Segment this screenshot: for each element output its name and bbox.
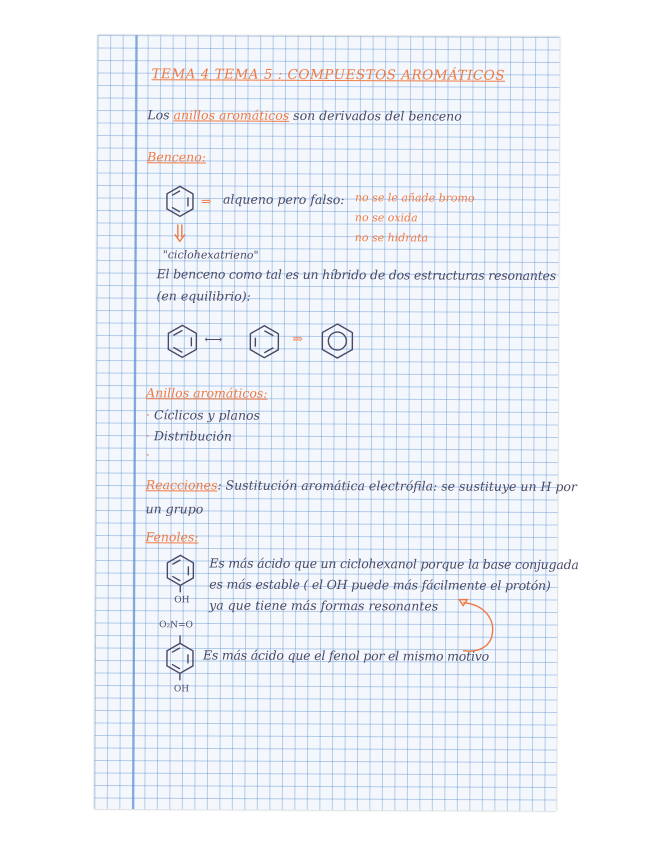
reacciones-line xyxy=(146,479,577,493)
nitrophenol-oh-label: OH xyxy=(173,684,190,695)
fenoles-comparison: Es más ácido que el fenol por el mismo motivo xyxy=(202,647,490,664)
reacciones-text-2: un grupo xyxy=(145,501,204,517)
connector-arrow-icon xyxy=(455,597,503,655)
fenoles-explanation-2: es más estable ( el OH puede más fácilmente el protón) xyxy=(209,576,551,593)
anillos-item-3: · xyxy=(145,447,150,463)
anillos-heading: Anillos aromáticos: xyxy=(146,385,268,401)
notebook-page xyxy=(94,35,579,811)
fenoles-heading: Fenoles: xyxy=(145,529,199,545)
intro-line xyxy=(147,109,461,123)
intro-prefix: Los xyxy=(147,107,170,123)
fenoles-explanation-3: ya que tiene más formas resonantes xyxy=(209,597,439,614)
fenoles-explanation-1: Es más ácido que un ciclohexanol porque la base conjugada xyxy=(209,555,579,573)
nitrophenol-structure xyxy=(165,635,195,681)
phenol-oh-label: OH xyxy=(174,595,190,606)
benceno-property-1: no se le añade bromo xyxy=(354,191,475,205)
margin-line xyxy=(132,35,137,809)
benzene-structure xyxy=(165,184,195,218)
intro-highlight: anillos aromáticos xyxy=(173,107,290,123)
benzene-resonance-2 xyxy=(248,324,280,360)
benceno-property-2: no se oxida xyxy=(354,211,418,225)
benceno-heading: Benceno: xyxy=(147,149,207,165)
reacciones-heading: Reacciones xyxy=(145,477,218,493)
down-arrow-icon xyxy=(174,223,186,243)
nitro-label: O₂N=O xyxy=(159,620,193,631)
implies-arrow: ⇒ xyxy=(200,193,212,209)
page-title: TEMA 4 TEMA 5 : COMPUESTOS AROMÁTICOS xyxy=(151,66,506,84)
benzene-hybrid xyxy=(320,322,354,360)
result-arrow: ⇒ xyxy=(292,330,303,346)
anillos-item-1: · Cíclicos y planos xyxy=(146,407,260,423)
benzene-resonance-1 xyxy=(166,323,198,359)
benceno-description: alqueno pero falso: xyxy=(222,191,345,208)
anillos-item-1-text: Cíclicos y planos xyxy=(153,407,260,423)
benceno-statement-line1: El benceno como tal es un híbrido de dos estructuras resonantes xyxy=(156,266,557,283)
anillos-item-2-text: Distribución xyxy=(153,428,233,444)
benceno-property-3: no se hidrata xyxy=(354,231,429,245)
benceno-statement-line2: (en equilibrio): xyxy=(156,288,251,304)
resonance-arrow: ⟷ xyxy=(204,331,223,347)
intro-suffix: son derivados del benceno xyxy=(293,107,462,124)
phenol-structure xyxy=(165,553,195,593)
benceno-name: "ciclohexatrieno" xyxy=(162,248,259,262)
reacciones-text-1: : Sustitución aromática electrófila: se sustituye un H por xyxy=(217,477,577,495)
anillos-item-2: · Distribución xyxy=(145,428,233,444)
